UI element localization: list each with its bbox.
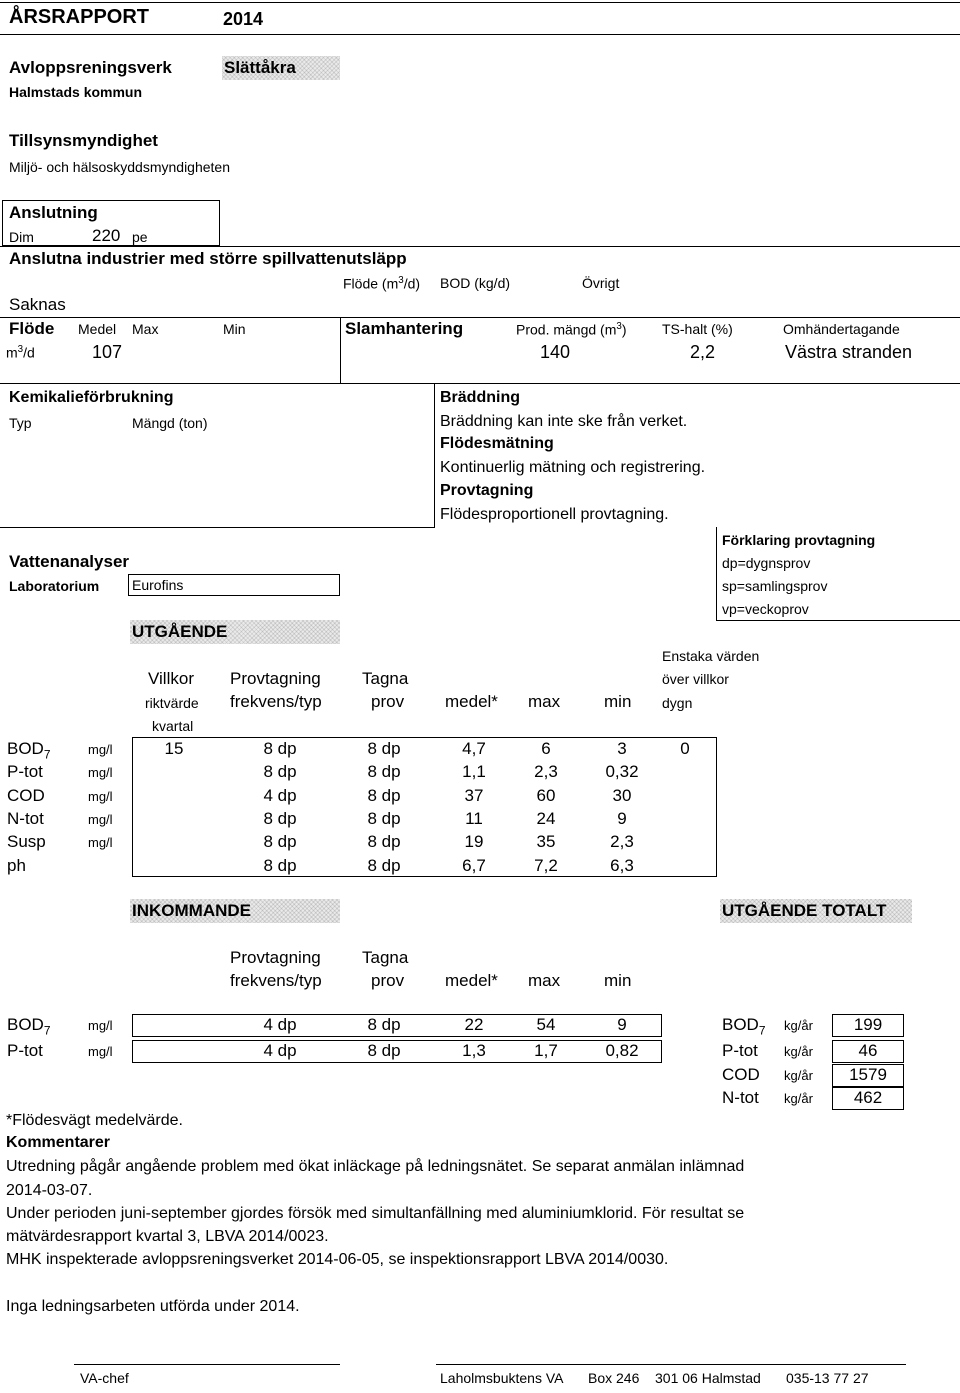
outgoing-min: 9 bbox=[617, 808, 627, 828]
sludge-col-handling: Omhändertagande bbox=[783, 321, 900, 337]
legend-title: Förklaring provtagning bbox=[722, 532, 876, 548]
outgoing-prov: 8 dp bbox=[367, 739, 401, 758]
flow-mean-value: 107 bbox=[92, 342, 123, 362]
dim-label: Dim bbox=[9, 229, 34, 245]
incoming-freq: 4 dp bbox=[263, 1041, 297, 1060]
outgoing-medel: 6,7 bbox=[462, 855, 486, 875]
totals-unit: kg/år bbox=[784, 1067, 813, 1083]
outgoing-unit: mg/l bbox=[88, 765, 113, 781]
incoming-prov: 8 dp bbox=[367, 1041, 401, 1060]
incoming-unit: mg/l bbox=[88, 1044, 113, 1059]
outgoing-unit: mg/l bbox=[88, 811, 113, 827]
chemicals-col-amount: Mängd (ton) bbox=[132, 415, 208, 431]
outgoing-h-frekvens: frekvens/typ bbox=[230, 692, 322, 711]
outgoing-prov: 8 dp bbox=[367, 785, 401, 805]
totals-value: 1579 bbox=[849, 1064, 887, 1084]
comment-line: 2014-03-07. bbox=[6, 1182, 93, 1199]
outgoing-param: Susp bbox=[7, 832, 46, 852]
facility-label: Avloppsreningsverk bbox=[9, 58, 172, 77]
legend-item: dp=dygnsprov bbox=[722, 555, 811, 571]
outgoing-medel: 4,7 bbox=[462, 739, 486, 758]
outgoing-h-provtagning: Provtagning bbox=[230, 669, 321, 688]
dim-value: 220 bbox=[92, 226, 121, 245]
incoming-h-provtagning: Provtagning bbox=[230, 948, 321, 967]
totals-param: $BOD_7$ bbox=[722, 1015, 766, 1038]
incoming-max: 1,7 bbox=[534, 1041, 558, 1060]
outgoing-freq: 8 dp bbox=[263, 855, 297, 875]
outgoing-prov: 8 dp bbox=[367, 808, 401, 828]
overflow-text: Bräddning kan inte ske från verket. bbox=[440, 413, 688, 430]
lab-label: Laboratorium bbox=[9, 578, 100, 594]
outgoing-freq: 8 dp bbox=[263, 832, 297, 852]
outgoing-medel: 37 bbox=[464, 785, 484, 805]
outgoing-unit: mg/l bbox=[88, 742, 113, 757]
totals-unit: kg/år bbox=[784, 1091, 813, 1106]
outgoing-unit: mg/l bbox=[88, 788, 113, 804]
report-year: 2014 bbox=[223, 9, 264, 29]
outgoing-freq: 8 dp bbox=[263, 762, 297, 782]
flow-col-max: Max bbox=[132, 321, 159, 337]
totals-unit: kg/år bbox=[784, 1018, 813, 1033]
water-label: Vattenanalyser bbox=[9, 552, 130, 571]
outgoing-min: 0,32 bbox=[605, 762, 639, 782]
outgoing-prov: 8 dp bbox=[367, 762, 401, 782]
industries-col-flow: Flöde $(m^3/d)$ bbox=[343, 275, 421, 292]
incoming-prov: 8 dp bbox=[367, 1015, 401, 1034]
outgoing-max: 24 bbox=[536, 808, 556, 828]
connection-label: Anslutning bbox=[9, 203, 98, 222]
sampling-label: Provtagning bbox=[440, 482, 534, 499]
outgoing-min: 3 bbox=[617, 739, 627, 758]
dim-unit: pe bbox=[132, 229, 148, 245]
outgoing-param: P-tot bbox=[7, 762, 43, 782]
comments-label: Kommentarer bbox=[6, 1134, 111, 1151]
outgoing-freq: 4 dp bbox=[263, 785, 297, 805]
incoming-medel: 22 bbox=[464, 1015, 484, 1034]
totals-title: UTGÅENDE TOTALT bbox=[720, 899, 912, 923]
outgoing-medel: 19 bbox=[464, 832, 484, 852]
incoming-param: P-tot bbox=[7, 1041, 43, 1060]
outgoing-h-prov: prov bbox=[371, 692, 405, 711]
totals-unit: kg/år bbox=[784, 1044, 813, 1059]
outgoing-medel: 1,1 bbox=[462, 762, 486, 782]
totals-value: 46 bbox=[858, 1041, 878, 1060]
outgoing-max: 2,3 bbox=[534, 762, 558, 782]
outgoing-villkor: 15 bbox=[164, 739, 184, 758]
incoming-h-prov: prov bbox=[371, 971, 405, 990]
incoming-h-tagna: Tagna bbox=[362, 948, 409, 967]
outgoing-h-riktvarde: riktvärde bbox=[145, 695, 199, 711]
chemicals-label: Kemikalieförbrukning bbox=[9, 389, 174, 406]
sludge-amount: 140 bbox=[540, 342, 571, 362]
totals-param: COD bbox=[722, 1064, 760, 1084]
outgoing-param: ph bbox=[7, 855, 26, 875]
facility-name: Slättåkra bbox=[222, 56, 340, 80]
outgoing-h-over: över villkor bbox=[662, 671, 729, 687]
industries-col-other: Övrigt bbox=[582, 275, 620, 291]
lab-value: Eurofins bbox=[132, 577, 184, 593]
footer-role: VA-chef bbox=[80, 1370, 129, 1386]
footer-org: Laholmsbuktens VA bbox=[440, 1370, 564, 1386]
outgoing-h-dygn: dygn bbox=[662, 695, 693, 711]
outgoing-medel: 11 bbox=[465, 808, 483, 828]
chemicals-col-type: Typ bbox=[9, 415, 32, 431]
outgoing-min: 6,3 bbox=[610, 855, 634, 875]
outgoing-unit: mg/l bbox=[88, 835, 113, 851]
outgoing-dygn: 0 bbox=[680, 739, 690, 758]
outgoing-param: COD bbox=[7, 785, 45, 805]
sludge-col-ts: TS-halt (%) bbox=[662, 321, 733, 337]
footer-box: Box 246 bbox=[588, 1370, 640, 1386]
incoming-h-frekvens: frekvens/typ bbox=[230, 971, 322, 990]
comment-line: mätvärdesrapport kvartal 3, LBVA 2014/0023. bbox=[6, 1228, 329, 1245]
incoming-h-max: max bbox=[528, 971, 561, 990]
outgoing-h-min: min bbox=[604, 692, 632, 711]
outgoing-param: $BOD_7$ bbox=[7, 739, 51, 762]
report-title: ÅRSRAPPORT bbox=[9, 6, 150, 28]
incoming-min: 0,82 bbox=[605, 1041, 639, 1060]
comment-line: Under perioden juni-september gjordes försök med simultanfällning med aluminiumklorid. För resultat se bbox=[6, 1205, 745, 1222]
outgoing-h-max: max bbox=[528, 692, 561, 711]
incoming-unit: mg/l bbox=[88, 1018, 113, 1033]
incoming-medel: 1,3 bbox=[462, 1041, 486, 1060]
incoming-max: 54 bbox=[536, 1015, 556, 1034]
flow-label: Flöde bbox=[9, 319, 55, 338]
footnote: *Flödesvägt medelvärde. bbox=[6, 1112, 183, 1129]
industries-label: Anslutna industrier med större spillvattenutsläpp bbox=[9, 249, 407, 268]
incoming-title: INKOMMANDE bbox=[130, 899, 340, 923]
outgoing-h-medel: medel* bbox=[445, 692, 498, 711]
overflow-label: Bräddning bbox=[440, 389, 520, 406]
incoming-h-min: min bbox=[604, 971, 632, 990]
outgoing-max: 35 bbox=[536, 832, 556, 852]
outgoing-h-villkor: Villkor bbox=[148, 669, 194, 688]
outgoing-prov: 8 dp bbox=[367, 832, 401, 852]
outgoing-max: 60 bbox=[536, 785, 556, 805]
totals-value: 199 bbox=[853, 1015, 883, 1034]
legend-item: sp=samlingsprov bbox=[722, 578, 828, 594]
outgoing-min: 30 bbox=[612, 785, 632, 805]
comment-line: Inga ledningsarbeten utförda under 2014. bbox=[6, 1298, 300, 1315]
outgoing-freq: 8 dp bbox=[263, 739, 297, 758]
legend-item: vp=veckoprov bbox=[722, 601, 809, 617]
comment-line: Utredning pågår angående problem med ökat inläckage på ledningsnätet. Se separat anmälan inlämnad bbox=[6, 1158, 745, 1175]
footer-address: 301 06 Halmstad bbox=[655, 1370, 761, 1386]
industries-col-bod: BOD (kg/d) bbox=[440, 275, 511, 291]
outgoing-freq: 8 dp bbox=[263, 808, 297, 828]
outgoing-param: N-tot bbox=[7, 808, 44, 828]
outgoing-h-enstaka: Enstaka värden bbox=[662, 648, 760, 664]
incoming-param: $BOD_7$ bbox=[7, 1015, 51, 1038]
totals-param: N-tot bbox=[722, 1088, 759, 1107]
sampling-text: Flödesproportionell provtagning. bbox=[440, 506, 669, 523]
outgoing-min: 2,3 bbox=[610, 832, 634, 852]
incoming-min: 9 bbox=[617, 1015, 627, 1034]
footer-phone: 035-13 77 27 bbox=[786, 1370, 869, 1386]
municipality: Halmstads kommun bbox=[9, 84, 143, 100]
totals-param: P-tot bbox=[722, 1041, 758, 1060]
sludge-ts: 2,2 bbox=[690, 342, 716, 362]
authority-label: Tillsynsmyndighet bbox=[9, 131, 158, 150]
flow-measure-text: Kontinuerlig mätning och registrering. bbox=[440, 459, 706, 476]
comment-line: MHK inspekterade avloppsreningsverket 2014-06-05, se inspektionsrapport LBVA 2014/0030. bbox=[6, 1251, 669, 1268]
outgoing-h-tagna: Tagna bbox=[362, 669, 409, 688]
sludge-handling: Västra stranden bbox=[785, 342, 913, 362]
incoming-h-medel: medel* bbox=[445, 971, 498, 990]
sludge-label: Slamhantering bbox=[345, 319, 464, 338]
outgoing-max: 7,2 bbox=[534, 855, 558, 875]
totals-value: 462 bbox=[853, 1088, 883, 1107]
flow-measure-label: Flödesmätning bbox=[440, 435, 554, 452]
flow-col-min: Min bbox=[223, 321, 246, 337]
flow-col-mean: Medel bbox=[78, 321, 117, 337]
outgoing-title: UTGÅENDE bbox=[130, 620, 340, 644]
outgoing-h-kvartal: kvartal bbox=[152, 718, 194, 734]
industries-value: Saknas bbox=[9, 295, 66, 314]
sludge-col-amount: Prod. mängd $(m^3)$ bbox=[516, 321, 627, 338]
authority-name: Miljö- och hälsoskyddsmyndigheten bbox=[9, 159, 230, 175]
outgoing-prov: 8 dp bbox=[367, 855, 401, 875]
incoming-freq: 4 dp bbox=[263, 1015, 297, 1034]
flow-unit: $m^3/d$ bbox=[6, 344, 35, 361]
outgoing-max: 6 bbox=[541, 739, 551, 758]
